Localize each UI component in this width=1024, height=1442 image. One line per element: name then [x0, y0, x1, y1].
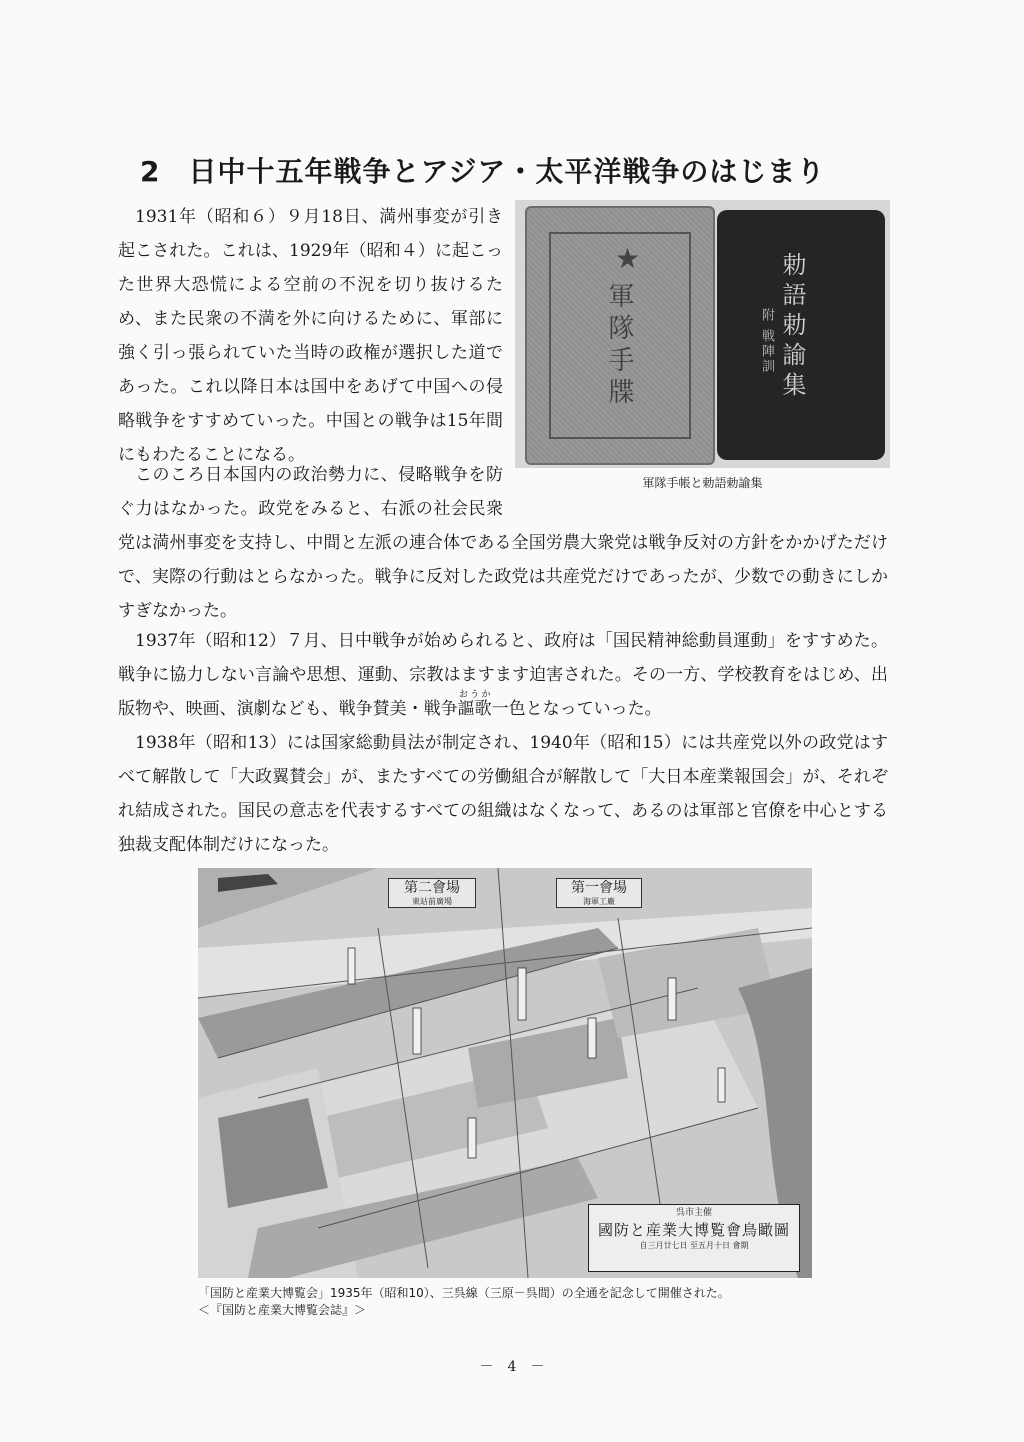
paragraph-national-mobilization-law: 1938年（昭和13）には国家総動員法が制定され、1940年（昭和15）には共産党以外の政党はすべて解散して「大政翼賛会」が、またすべての労働組合が解散して「大日本産業報国会」が、それぞれ結成された。国民の意志を代表するすべての組織はなくなって、あるのは軍部と官僚を中心とする独裁支配体制だけになった。 — [118, 733, 888, 855]
section-number: 2 — [140, 155, 161, 188]
imperial-rescript-booklet-image — [717, 210, 885, 460]
rescript-booklet-title: 勅語勅諭集 — [778, 252, 806, 402]
second-venue-sign: 第二會場 東站前廣場 — [388, 878, 476, 908]
ruby-ouka: 謳歌おうか — [457, 690, 492, 719]
expo-caption-line1: 「国防と産業大博覧会」1935年（昭和10）、三呉線（三原－呉間）の全通を記念して開催された。 — [198, 1286, 730, 1300]
star-emblem-icon: ★ — [615, 242, 641, 275]
section-heading — [140, 150, 825, 190]
paragraph-mobilization: 1937年（昭和12）７月、日中戦争が始められると、政府は「国民精神総動員運動」をすすめた。戦争に協力しない言論や思想、運動、宗教はますます迫害された。その一方、学校教育をはじめ、出版物や、映画、演劇なども、戦争賛美・戦争謳歌おうか一色となっていった。 — [118, 631, 888, 719]
military-handbook-image — [525, 206, 715, 465]
expo-caption — [198, 1285, 898, 1319]
paragraphs-wartime — [118, 624, 888, 862]
expo-caption-source: ＜『国防と産業大博覧会誌』＞ — [198, 1303, 367, 1317]
first-venue-sign: 第一會場 海軍工廠 — [556, 878, 642, 908]
booklets-photo — [515, 200, 890, 468]
expo-title-banner: 呉市主催 國防と産業大博覧會鳥瞰圖 自三月廿七日 至五月十日 會期 — [588, 1204, 800, 1272]
paragraph-manchurian-incident: 1931年（昭和６）９月18日、満州事変が引き起こされた。これは、1929年（昭和４）に起こった世界大恐慌による空前の不況を切り抜けるため、また民衆の不満を外に向けるために、軍部に強く引っ張られていた当時の政権が選択した道であった。これ以降日本は国中をあげて中国への侵略戦争をすすめていった。中国との戦争は15年間にもわたることになる。 — [118, 207, 503, 465]
section-title: 日中十五年戦争とアジア・太平洋戦争のはじまり — [188, 155, 826, 188]
paragraph-political-forces: このころ日本国内の政治勢力に、侵略戦争を防ぐ力はなかった。政党をみると、右派の社会民衆党は満州事変を支持し、中間と左派の連合体である全国労農大衆党は戦争反対の方針をかかげただけで、実際の行動はとらなかった。戦争に反対した政党は共産党だけであったが、少数での動きにしかすぎなかった。 — [118, 465, 888, 621]
military-handbook-title: 軍隊手牒 — [604, 282, 634, 410]
page-number: － 4 － — [479, 1359, 545, 1375]
rescript-booklet-subtitle: 附 戦陣訓 — [759, 308, 774, 375]
booklets-caption: 軍隊手帳と勅語勅諭集 — [642, 476, 763, 490]
expo-birdseye-map — [198, 868, 812, 1278]
